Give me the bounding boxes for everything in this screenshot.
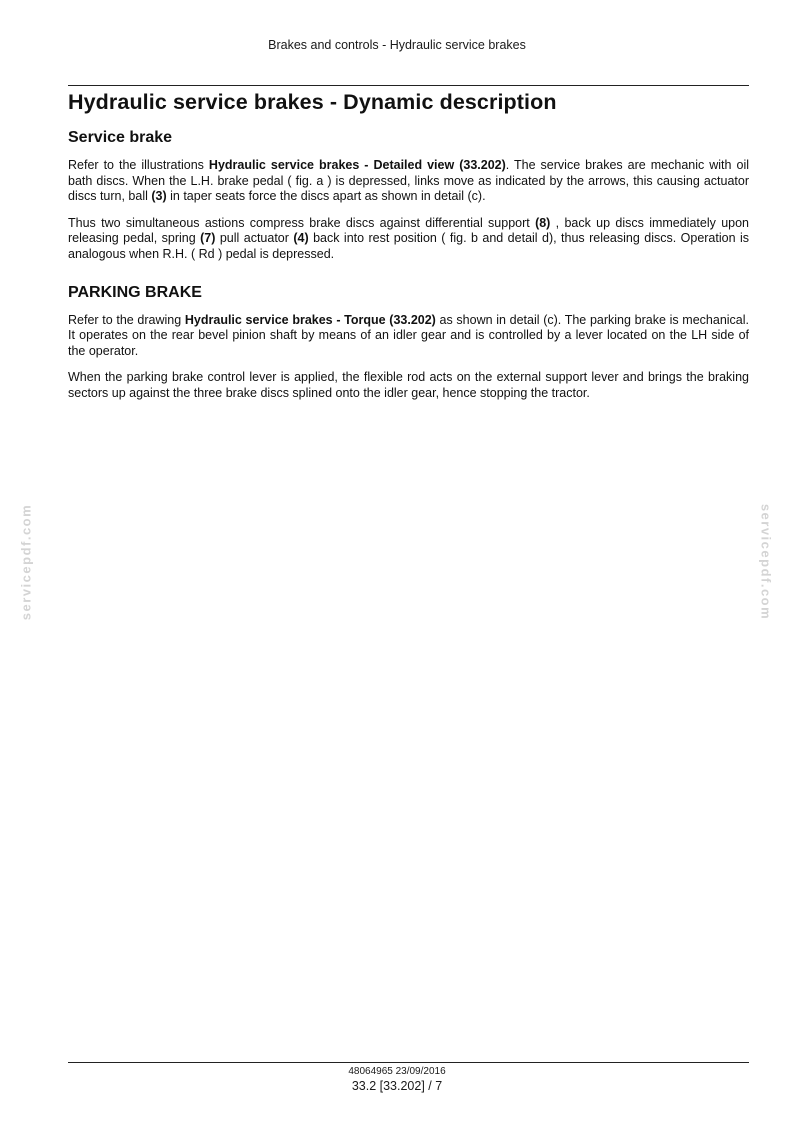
parking-brake-paragraph-2: When the parking brake control lever is applied, the flexible rod acts on the external support lever and brings the braking sectors up against the three brake discs splined onto the idler gear, hence stopping the tractor. bbox=[68, 370, 749, 400]
footer-page-number: 33.2 [33.202] / 7 bbox=[351, 1079, 443, 1093]
link-torque[interactable]: Hydraulic service brakes - Torque (33.202) bbox=[184, 312, 436, 327]
footer-doc-reference: 48064965 23/09/2016 bbox=[348, 1066, 446, 1077]
running-header: Brakes and controls - Hydraulic service brakes bbox=[268, 38, 526, 52]
service-brake-paragraph-1: Refer to the illustrations Hydraulic service brakes - Detailed view (33.202). The service brakes are mechanic with oil bath discs. When the L.H. brake pedal ( fig. a ) is depressed, links move as indicated by the arrows, this causing actuator discs turn, ball (3) in taper seats force the discs apart as shown in detail (c). bbox=[68, 158, 749, 204]
service-brake-paragraph-2: Thus two simultaneous astions compress brake discs against differential support (8) , back up discs immediately upon releasing pedal, spring (7) pull actuator (4) back into rest position ( fig. b and detail d), thus releasing discs. Operation is analogous when R.H. ( Rd ) pedal is depressed. bbox=[68, 215, 750, 261]
section-heading-parking-brake: PARKING BRAKE bbox=[68, 283, 202, 301]
section-heading-service-brake: Service brake bbox=[68, 129, 173, 146]
link-detailed-view[interactable]: Hydraulic service brakes - Detailed view (33.202) bbox=[208, 158, 506, 172]
parking-brake-paragraph-1: Refer to the drawing Hydraulic service brakes - Torque (33.202) as shown in detail (c). The parking brake is mechanical. It operates on the rear bevel pinion shaft by means of an idler gear and is controlled by a lever located on the LH side of the operator. bbox=[68, 312, 749, 358]
footer-rule bbox=[68, 1062, 749, 1063]
main-content bbox=[68, 89, 749, 402]
page-title: Hydraulic service brakes - Dynamic description bbox=[68, 90, 557, 114]
header-rule bbox=[68, 85, 749, 86]
